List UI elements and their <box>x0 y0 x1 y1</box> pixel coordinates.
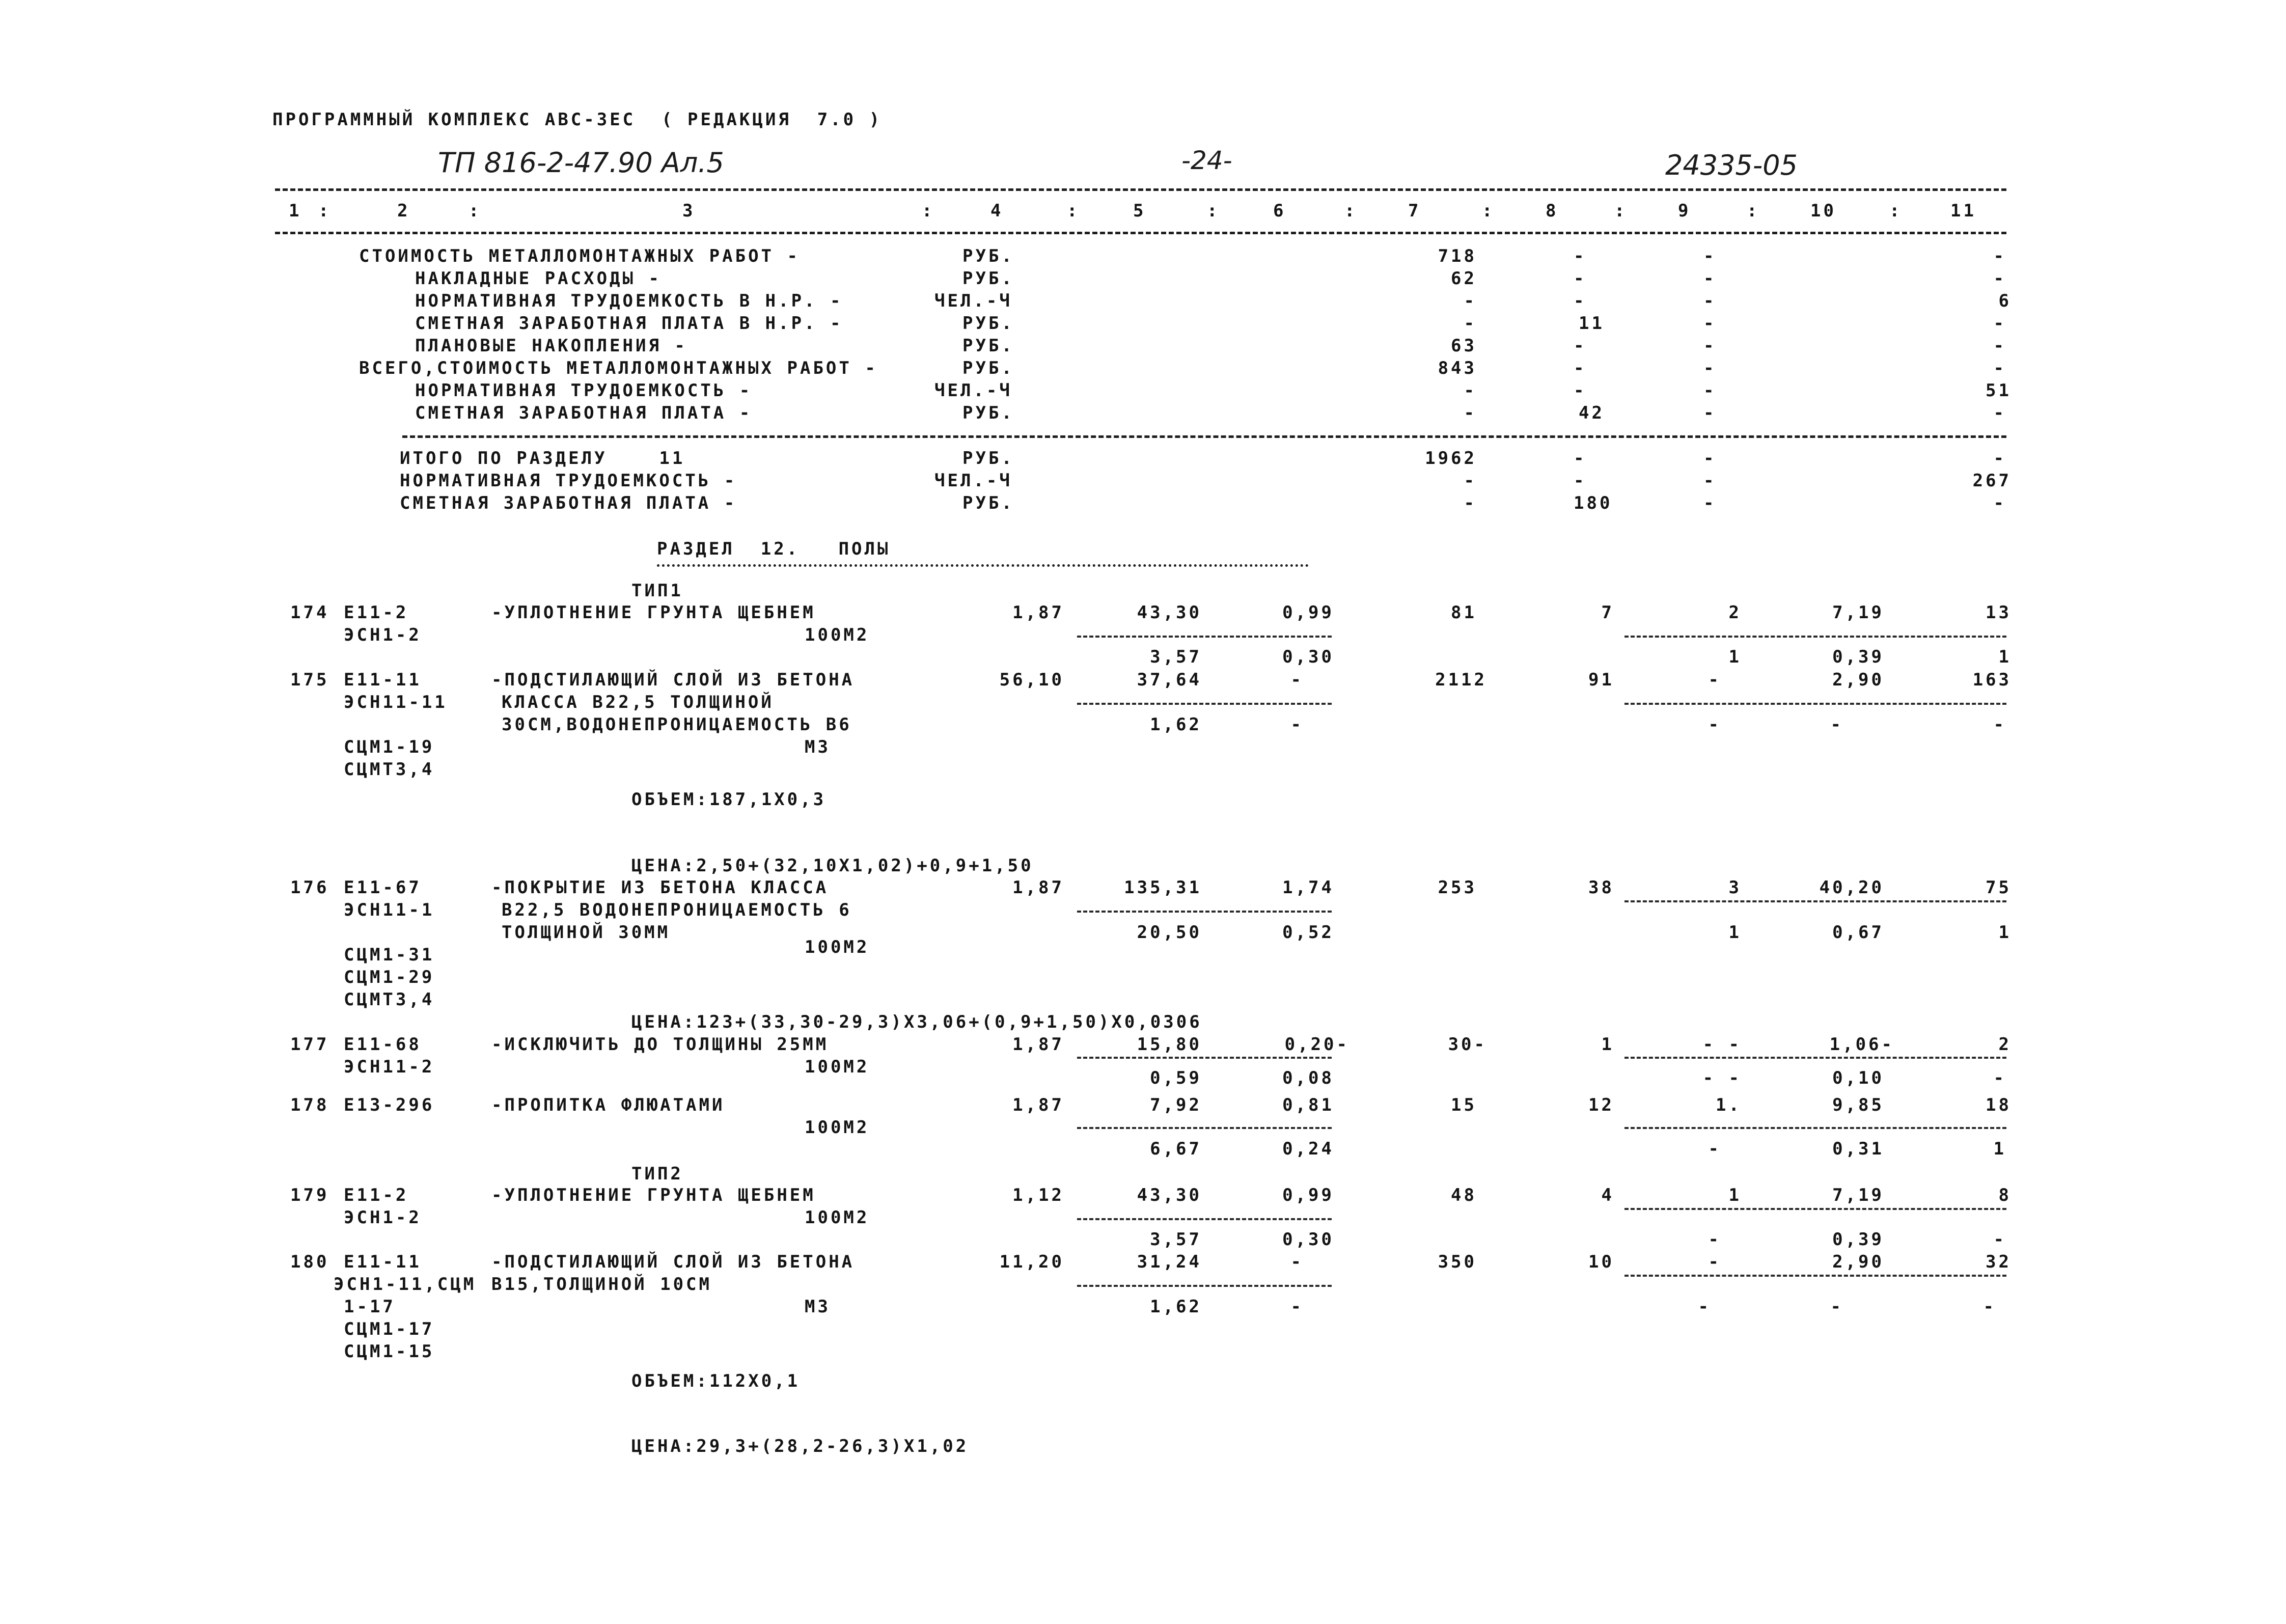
cell-col7: 1962 <box>1425 448 1477 469</box>
cell-col10: 2,90 <box>1832 1252 1884 1272</box>
value-separator <box>1624 636 2006 638</box>
cell-col6: 0,99 <box>1282 1185 1334 1205</box>
cell-col11: 32 <box>1986 1252 2012 1272</box>
item-unit: М3 <box>805 1297 831 1317</box>
item-code: Е11-11 <box>344 1252 422 1272</box>
item-description: -ПОДСТИЛАЮЩИЙ СЛОЙ ИЗ БЕТОНА <box>491 670 855 690</box>
cell-col6-labor: - <box>1290 714 1304 735</box>
cell-col7: 350 <box>1438 1252 1477 1272</box>
item-sub-code: СЦМ1-29 <box>344 967 435 987</box>
item-unit: 100М2 <box>805 1057 870 1077</box>
item-unit: 100М2 <box>805 1117 870 1138</box>
summary-unit: РУБ. <box>962 268 1014 289</box>
cell-col6-labor: 0,30 <box>1282 647 1334 667</box>
cell-col8: 4 <box>1601 1185 1614 1205</box>
item-code-secondary: ЭСН11-1 <box>344 900 435 920</box>
column-header: 5 <box>1133 201 1146 221</box>
project-number-handwritten: ТП 816-2-47.90 Ал.5 <box>438 147 724 179</box>
cell-col5-labor: 6,67 <box>1150 1139 1202 1159</box>
column-header: 6 <box>1273 201 1286 221</box>
cell-col10-labor: 0,39 <box>1832 647 1884 667</box>
summary-label: СМЕТНАЯ ЗАРАБОТНАЯ ПЛАТА - <box>415 403 753 423</box>
column-separator: : <box>1207 201 1220 221</box>
type-heading: ТИП1 <box>631 581 683 601</box>
cell-col8: - <box>1574 268 1587 289</box>
cell-col9: - <box>1703 291 1717 311</box>
summary-label: СМЕТНАЯ ЗАРАБОТНАЯ ПЛАТА В Н.Р. - <box>415 313 843 334</box>
cell-col11-labor: - <box>1993 714 2006 735</box>
value-separator <box>1077 1218 1332 1220</box>
item-description: -ПОДСТИЛАЮЩИЙ СЛОЙ ИЗ БЕТОНА <box>491 1252 855 1272</box>
cell-col5-labor: 1,62 <box>1150 714 1202 735</box>
cell-col9: - <box>1703 448 1717 469</box>
cell-col7: - <box>1464 313 1477 334</box>
cell-col4: 56,10 <box>999 670 1064 690</box>
column-header: 2 <box>397 201 410 221</box>
column-separator: : <box>318 201 332 221</box>
item-unit: 100М2 <box>805 1207 870 1228</box>
cell-col8: 10 <box>1588 1252 1614 1272</box>
summary-unit: РУБ. <box>962 358 1014 378</box>
item-number: 176 <box>290 877 329 898</box>
cell-col5: 15,80 <box>1137 1034 1202 1055</box>
cell-col8: - <box>1574 246 1587 266</box>
value-separator <box>1624 1208 2006 1210</box>
cell-col4: 1,87 <box>1012 877 1064 898</box>
cell-col11: 2 <box>1998 1034 2012 1055</box>
cell-col11: - <box>1993 246 2006 266</box>
summary-unit: РУБ. <box>962 448 1014 469</box>
cell-col5: 135,31 <box>1124 877 1202 898</box>
item-code: Е11-11 <box>344 670 422 690</box>
item-description: -ИСКЛЮЧИТЬ ДО ТОЛЩИНЫ 25ММ <box>491 1034 829 1055</box>
cell-col5-labor: 3,57 <box>1150 647 1202 667</box>
column-separator: : <box>1889 201 1903 221</box>
summary-label: НОРМАТИВНАЯ ТРУДОЕМКОСТЬ - <box>415 380 753 401</box>
item-description: ТОЛЩИНОЙ 30ММ <box>502 922 671 943</box>
cell-col11: - <box>1993 268 2006 289</box>
cell-col5: 7,92 <box>1150 1095 1202 1115</box>
cell-col8: 11 <box>1579 313 1605 334</box>
cell-col11: 13 <box>1986 602 2012 623</box>
summary-label: ПЛАНОВЫЕ НАКОПЛЕНИЯ - <box>415 336 687 356</box>
cell-col11: - <box>1993 493 2006 513</box>
item-sub-code: СЦМ1-17 <box>344 1319 435 1339</box>
item-code: Е11-2 <box>344 602 409 623</box>
cell-col11: - <box>1993 313 2006 334</box>
cell-col7: 30- <box>1448 1034 1487 1055</box>
cell-col6: 0,99 <box>1282 602 1334 623</box>
top-rule <box>275 188 2006 191</box>
summary-unit: РУБ. <box>962 336 1014 356</box>
column-separator: : <box>1614 201 1628 221</box>
cell-col6-labor: 0,24 <box>1282 1139 1334 1159</box>
summary-label: НАКЛАДНЫЕ РАСХОДЫ - <box>415 268 662 289</box>
cell-col6-labor: 0,30 <box>1282 1229 1334 1250</box>
item-description: В15,ТОЛЩИНОЙ 10СМ <box>491 1274 712 1295</box>
cell-col7: 63 <box>1451 336 1477 356</box>
cell-col7: 718 <box>1438 246 1477 266</box>
cell-col8: 180 <box>1574 493 1613 513</box>
cell-col11-labor: - <box>1993 1068 2006 1088</box>
cell-col8: - <box>1574 380 1587 401</box>
cell-col7: 843 <box>1438 358 1477 378</box>
column-header: 10 <box>1810 201 1836 221</box>
cell-col8: - <box>1574 291 1587 311</box>
cell-col11: 163 <box>1972 670 2012 690</box>
cell-col11: - <box>1993 403 2006 423</box>
item-sub-code: СЦМ1-15 <box>344 1341 435 1362</box>
cell-col4: 1,87 <box>1012 602 1064 623</box>
cell-col6: - <box>1290 1252 1304 1272</box>
value-separator <box>1624 1127 2006 1129</box>
item-unit: 100М2 <box>805 625 870 645</box>
column-header: 7 <box>1408 201 1421 221</box>
program-header: ПРОГРАММНЫЙ КОМПЛЕКС АВС-3ЕС ( РЕДАКЦИЯ 7.0 ) <box>272 109 883 130</box>
cell-col9: - <box>1703 358 1717 378</box>
cell-col9: - <box>1703 313 1717 334</box>
cell-col8: - <box>1574 448 1587 469</box>
cell-col4: 1,87 <box>1012 1095 1064 1115</box>
cell-col5: 31,24 <box>1137 1252 1202 1272</box>
cell-col10-labor: 0,67 <box>1832 922 1884 943</box>
summary-label: НОРМАТИВНАЯ ТРУДОЕМКОСТЬ В Н.Р. - <box>415 291 843 311</box>
item-number: 178 <box>290 1095 329 1115</box>
item-number: 174 <box>290 602 329 623</box>
column-header: 11 <box>1950 201 1976 221</box>
cell-col9-labor: - - <box>1702 1068 1742 1088</box>
column-header: 9 <box>1678 201 1691 221</box>
item-sub-code: СЦМ1-31 <box>344 945 435 965</box>
cell-col7: 62 <box>1451 268 1477 289</box>
cell-col7: - <box>1464 380 1477 401</box>
cell-col10: 1,06- <box>1829 1034 1894 1055</box>
cell-col9: - <box>1703 493 1717 513</box>
section-title: РАЗДЕЛ 12. ПОЛЫ <box>657 539 891 559</box>
cell-col9: 1 <box>1728 1185 1742 1205</box>
cell-col9-labor: 1 <box>1728 647 1742 667</box>
item-code: Е11-2 <box>344 1185 409 1205</box>
cell-col9: - <box>1703 246 1717 266</box>
cell-col10: 7,19 <box>1832 602 1884 623</box>
value-separator <box>1077 911 1332 913</box>
cell-col5: 43,30 <box>1137 1185 1202 1205</box>
cell-col10-labor: 0,31 <box>1832 1139 1884 1159</box>
cell-col11: 6 <box>1998 291 2012 311</box>
cell-col8: 12 <box>1588 1095 1614 1115</box>
header-rule <box>275 232 2006 234</box>
cell-col11-labor: - <box>1983 1297 1996 1317</box>
item-unit: 100М2 <box>805 937 870 957</box>
summary-label: ВСЕГО,СТОИМОСТЬ МЕТАЛЛОМОНТАЖНЫХ РАБОТ - <box>359 358 878 378</box>
volume-formula: ОБЪЕМ:187,1Х0,3 <box>631 789 827 810</box>
value-separator <box>1624 1275 2006 1277</box>
summary-unit: РУБ. <box>962 246 1014 266</box>
cell-col10: 9,85 <box>1832 1095 1884 1115</box>
cell-col7: 81 <box>1451 602 1477 623</box>
item-sub-code: СЦМ1-19 <box>344 737 435 757</box>
cell-col6-labor: - <box>1290 1297 1304 1317</box>
cell-col11: - <box>1993 448 2006 469</box>
volume-formula: ОБЪЕМ:112Х0,1 <box>631 1371 801 1391</box>
cell-col7: 2112 <box>1435 670 1487 690</box>
cell-col8: - <box>1574 358 1587 378</box>
summary-unit: ЧЕЛ.-Ч <box>934 291 1012 311</box>
cell-col9-labor: 1 <box>1728 922 1742 943</box>
price-formula: ЦЕНА:29,3+(28,2-26,3)Х1,02 <box>631 1436 969 1456</box>
summary-unit: РУБ. <box>962 493 1014 513</box>
value-separator <box>1624 1057 2006 1059</box>
cell-col7: 253 <box>1438 877 1477 898</box>
cell-col11-labor: 1 <box>1998 922 2012 943</box>
cell-col5: 37,64 <box>1137 670 1202 690</box>
value-separator <box>1077 1127 1332 1129</box>
cell-col11-labor: - <box>1993 1229 2006 1250</box>
cell-col4: 11,20 <box>999 1252 1064 1272</box>
column-separator: : <box>1482 201 1495 221</box>
summary-unit: РУБ. <box>962 313 1014 334</box>
cell-col4: 1,12 <box>1012 1185 1064 1205</box>
item-code-secondary: ЭСН11-2 <box>344 1057 435 1077</box>
cell-col8: 42 <box>1579 403 1605 423</box>
value-separator <box>1077 1057 1332 1059</box>
column-header: 1 <box>289 201 302 221</box>
item-code-secondary: ЭСН1-2 <box>344 1207 422 1228</box>
item-number: 175 <box>290 670 329 690</box>
summary-unit: ЧЕЛ.-Ч <box>934 471 1012 491</box>
cell-col5-labor: 1,62 <box>1150 1297 1202 1317</box>
cell-col11: - <box>1993 336 2006 356</box>
item-unit: М3 <box>805 737 831 757</box>
cell-col8: - <box>1574 336 1587 356</box>
item-description: -УПЛОТНЕНИЕ ГРУНТА ЩЕБНЕМ <box>491 1185 816 1205</box>
type-heading: ТИП2 <box>631 1164 683 1184</box>
cell-col10: 2,90 <box>1832 670 1884 690</box>
cell-col11: 8 <box>1998 1185 2012 1205</box>
cell-col9-labor: - <box>1708 1229 1721 1250</box>
summary-label: СМЕТНАЯ ЗАРАБОТНАЯ ПЛАТА - <box>400 493 737 513</box>
item-description: -ПРОПИТКА ФЛЮАТАМИ <box>491 1095 725 1115</box>
price-formula: ЦЕНА:2,50+(32,10Х1,02)+0,9+1,50 <box>631 856 1034 876</box>
cell-col10-labor: - <box>1830 1297 1843 1317</box>
item-code: Е11-68 <box>344 1034 422 1055</box>
summary-label: СТОИМОСТЬ МЕТАЛЛОМОНТАЖНЫХ РАБОТ - <box>359 246 800 266</box>
section-underline <box>657 564 1309 567</box>
cell-col9: - <box>1703 380 1717 401</box>
cell-col9: 2 <box>1728 602 1742 623</box>
cell-col8: - <box>1574 471 1587 491</box>
price-formula: ЦЕНА:123+(33,30-29,3)Х3,06+(0,9+1,50)Х0,0306 <box>631 1012 1202 1032</box>
item-sub-code: СЦМТ3,4 <box>344 989 435 1010</box>
item-description: В22,5 ВОДОНЕПРОНИЦАЕМОСТЬ 6 <box>502 900 852 920</box>
item-number: 180 <box>290 1252 329 1272</box>
column-separator: : <box>469 201 482 221</box>
cell-col11: 267 <box>1972 471 2012 491</box>
column-separator: : <box>1067 201 1080 221</box>
cell-col11: 51 <box>1986 380 2012 401</box>
cell-col6-labor: 0,52 <box>1282 922 1334 943</box>
document-code-handwritten: 24335-05 <box>1665 149 1798 181</box>
item-description: 30СМ,ВОДОНЕПРОНИЦАЕМОСТЬ В6 <box>502 714 852 735</box>
summary-label: НОРМАТИВНАЯ ТРУДОЕМКОСТЬ - <box>400 471 737 491</box>
item-description: -УПЛОТНЕНИЕ ГРУНТА ЩЕБНЕМ <box>491 602 816 623</box>
cell-col7: - <box>1464 471 1477 491</box>
cell-col8: 38 <box>1588 877 1614 898</box>
item-code-secondary: ЭСН1-11,СЦМ <box>334 1274 477 1295</box>
cell-col9: 3 <box>1728 877 1742 898</box>
value-separator <box>1077 703 1332 705</box>
cell-col9: - <box>1708 670 1721 690</box>
cell-col5-labor: 0,59 <box>1150 1068 1202 1088</box>
summary-unit: ЧЕЛ.-Ч <box>934 380 1012 401</box>
cell-col9: 1. <box>1716 1095 1742 1115</box>
cell-col7: 15 <box>1451 1095 1477 1115</box>
cell-col7: - <box>1464 291 1477 311</box>
cell-col9: - <box>1703 403 1717 423</box>
value-separator <box>1077 1285 1332 1287</box>
cell-col11: - <box>1993 358 2006 378</box>
cell-col6: - <box>1290 670 1304 690</box>
cell-col9: - <box>1703 336 1717 356</box>
item-description: -ПОКРЫТИЕ ИЗ БЕТОНА КЛАССА <box>491 877 829 898</box>
cell-col6: 0,81 <box>1282 1095 1334 1115</box>
value-separator <box>1077 636 1332 638</box>
cell-col6-labor: 0,08 <box>1282 1068 1334 1088</box>
cell-col8: 7 <box>1601 602 1614 623</box>
cell-col5-labor: 20,50 <box>1137 922 1202 943</box>
cell-col7: 48 <box>1451 1185 1477 1205</box>
value-separator <box>1624 703 2006 705</box>
summary-rule <box>402 435 2006 438</box>
cell-col9-labor: - <box>1698 1297 1711 1317</box>
cell-col11-labor: 1 <box>1998 647 2012 667</box>
value-separator <box>1624 900 2006 902</box>
cell-col9: - <box>1708 1252 1721 1272</box>
cell-col9-labor: - <box>1708 714 1721 735</box>
cell-col7: - <box>1464 493 1477 513</box>
cell-col11-labor: 1 <box>1993 1139 2006 1159</box>
item-number: 177 <box>290 1034 329 1055</box>
column-header: 4 <box>990 201 1004 221</box>
cell-col5: 43,30 <box>1137 602 1202 623</box>
item-code-secondary: ЭСН1-2 <box>344 625 422 645</box>
cell-col11: 18 <box>1986 1095 2012 1115</box>
column-header: 8 <box>1546 201 1559 221</box>
page-number: -24- <box>1181 146 1232 175</box>
item-description: КЛАССА В22,5 ТОЛЩИНОЙ <box>502 692 774 712</box>
item-number: 179 <box>290 1185 329 1205</box>
item-sub-code: СЦМТ3,4 <box>344 759 435 780</box>
item-code: Е13-296 <box>344 1095 435 1115</box>
cell-col7: - <box>1464 403 1477 423</box>
cell-col10-labor: 0,10 <box>1832 1068 1884 1088</box>
cell-col10-labor: 0,39 <box>1832 1229 1884 1250</box>
cell-col9-labor: - <box>1708 1139 1721 1159</box>
column-separator: : <box>1747 201 1760 221</box>
cell-col9: - <box>1703 268 1717 289</box>
cell-col4: 1,87 <box>1012 1034 1064 1055</box>
cell-col6: 1,74 <box>1282 877 1334 898</box>
item-code-secondary: ЭСН11-11 <box>344 692 448 712</box>
cell-col9: - - <box>1702 1034 1742 1055</box>
summary-unit: РУБ. <box>962 403 1014 423</box>
cell-col8: 1 <box>1601 1034 1614 1055</box>
item-code-secondary: 1-17 <box>344 1297 396 1317</box>
cell-col8: 91 <box>1588 670 1614 690</box>
cell-col10: 40,20 <box>1819 877 1884 898</box>
column-separator: : <box>922 201 935 221</box>
cell-col5-labor: 3,57 <box>1150 1229 1202 1250</box>
cell-col6: 0,20- <box>1284 1034 1349 1055</box>
column-separator: : <box>1344 201 1358 221</box>
column-header: 3 <box>682 201 696 221</box>
summary-label: ИТОГО ПО РАЗДЕЛУ 11 <box>400 448 685 469</box>
cell-col10-labor: - <box>1830 714 1843 735</box>
item-code: Е11-67 <box>344 877 422 898</box>
cell-col9: - <box>1703 471 1717 491</box>
cell-col11: 75 <box>1986 877 2012 898</box>
cell-col10: 7,19 <box>1832 1185 1884 1205</box>
